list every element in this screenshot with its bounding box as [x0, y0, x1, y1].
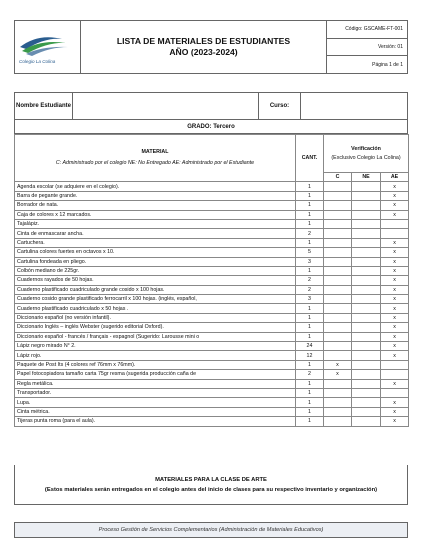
material-quantity: 1 — [296, 201, 324, 210]
material-quantity: 1 — [296, 191, 324, 200]
material-name: Colbón mediano de 225gr. — [15, 266, 296, 275]
process-footer: Proceso Gestión de Servicios Complementarios (Administración de Materiales Educativos) — [14, 522, 408, 538]
material-quantity: 1 — [296, 266, 324, 275]
check-ae[interactable]: x — [381, 407, 409, 416]
material-quantity: 1 — [296, 210, 324, 219]
check-c[interactable] — [324, 388, 352, 397]
course-label: Curso: — [259, 93, 301, 119]
school-logo — [15, 21, 81, 73]
check-c[interactable]: x — [324, 360, 352, 369]
title-line-1: LISTA DE MATERIALES DE ESTUDIANTES — [116, 36, 291, 46]
check-ne[interactable] — [352, 332, 381, 341]
check-ae[interactable]: x — [381, 332, 409, 341]
materials-table — [14, 134, 409, 427]
material-quantity: 1 — [296, 407, 324, 416]
check-c[interactable] — [324, 332, 352, 341]
table-row — [15, 407, 409, 416]
material-quantity: 24 — [296, 342, 324, 351]
table-row — [15, 342, 409, 351]
legend-text: C: Administrado por el colegio NE: No Entregado AE: Administrado por el Estudiante — [55, 160, 255, 167]
material-quantity: 2 — [296, 276, 324, 285]
table-row — [15, 285, 409, 294]
table-row — [15, 201, 409, 210]
table-row — [15, 379, 409, 388]
check-c[interactable] — [324, 201, 352, 210]
material-name: Cartulina colores fuertes en octavos x 10. — [15, 248, 296, 257]
material-name: Tijeras punta roma (para el aula). — [15, 417, 296, 426]
material-name: Barra de pegante grande. — [15, 191, 296, 200]
table-row — [15, 191, 409, 200]
check-ne[interactable] — [352, 398, 381, 407]
check-ne[interactable] — [352, 248, 381, 257]
check-c[interactable] — [324, 323, 352, 332]
material-quantity: 12 — [296, 351, 324, 360]
check-ne[interactable] — [352, 342, 381, 351]
material-quantity: 1 — [296, 219, 324, 228]
material-header: MATERIAL — [141, 149, 169, 156]
check-c[interactable] — [324, 210, 352, 219]
material-quantity: 1 — [296, 182, 324, 191]
table-row — [15, 210, 409, 219]
table-row — [15, 238, 409, 247]
check-c[interactable] — [324, 398, 352, 407]
check-c[interactable] — [324, 295, 352, 304]
table-row — [15, 304, 409, 313]
material-quantity: 1 — [296, 332, 324, 341]
material-name: Lápiz rojo. — [15, 351, 296, 360]
table-row — [15, 360, 409, 369]
check-ae[interactable]: x — [381, 342, 409, 351]
check-ne[interactable] — [352, 360, 381, 369]
material-name: Borrador de nata. — [15, 201, 296, 210]
table-row — [15, 266, 409, 275]
table-row — [15, 398, 409, 407]
verification-subheader: (Exclusivo Colegio La Colina) — [331, 154, 401, 161]
check-ae[interactable]: x — [381, 351, 409, 360]
document-code: Código: GSCAME-FT-001 — [327, 21, 407, 39]
material-header-cell — [15, 135, 296, 182]
check-ne[interactable] — [352, 323, 381, 332]
verification-header: Verificación — [351, 145, 381, 152]
material-name: Lápiz negro mirado N° 2. — [15, 342, 296, 351]
check-c[interactable] — [324, 257, 352, 266]
material-name: Cartulina fondeada en pliego. — [15, 257, 296, 266]
check-ne[interactable] — [352, 182, 381, 191]
material-name: Cinta métrica. — [15, 407, 296, 416]
material-quantity: 1 — [296, 388, 324, 397]
check-c[interactable] — [324, 313, 352, 322]
check-ae[interactable] — [381, 388, 409, 397]
material-name: Cuaderno plastificado cuadriculado grande cosido x 100 hojas. — [15, 285, 296, 294]
document-header — [14, 20, 408, 74]
material-name: Lupa. — [15, 398, 296, 407]
material-name: Diccionario Inglés – inglés Webster (sugerido editorial Oxford). — [15, 323, 296, 332]
check-ne[interactable] — [352, 313, 381, 322]
check-c[interactable] — [324, 266, 352, 275]
check-ne[interactable] — [352, 407, 381, 416]
table-row — [15, 295, 409, 304]
material-name: Cartuchera. — [15, 238, 296, 247]
check-ae[interactable]: x — [381, 248, 409, 257]
check-c[interactable] — [324, 407, 352, 416]
col-ne-header: NE — [352, 173, 381, 182]
check-ae[interactable]: x — [381, 304, 409, 313]
material-quantity: 1 — [296, 379, 324, 388]
material-quantity: 2 — [296, 285, 324, 294]
table-row — [15, 182, 409, 191]
material-quantity: 1 — [296, 323, 324, 332]
check-ae[interactable]: x — [381, 238, 409, 247]
material-name: Tajalápiz. — [15, 219, 296, 228]
check-ae[interactable]: x — [381, 257, 409, 266]
check-ne[interactable] — [352, 370, 381, 379]
check-c[interactable] — [324, 342, 352, 351]
material-quantity: 1 — [296, 238, 324, 247]
check-ne[interactable] — [352, 304, 381, 313]
student-info-row — [14, 92, 408, 120]
material-quantity: 1 — [296, 313, 324, 322]
check-ae[interactable]: x — [381, 276, 409, 285]
material-name: Cuaderno cosido grande plastificado ferrocarril x 100 hojas. (inglés, español, — [15, 295, 296, 304]
material-name: Diccionario español - francés / français - espagnol (Sugerido: Larousse mini o — [15, 332, 296, 341]
material-name: Cuaderno plastificado cuadriculado x 50 hojas . — [15, 304, 296, 313]
document-meta — [327, 21, 407, 73]
check-ne[interactable] — [352, 229, 381, 238]
check-ne[interactable] — [352, 388, 381, 397]
art-title: MATERIALES PARA LA CLASE DE ARTE — [155, 476, 267, 483]
material-quantity: 5 — [296, 248, 324, 257]
check-ae[interactable]: x — [381, 295, 409, 304]
art-note: (Estos materiales serán entregados en el colegio antes del inicio de clases para su respectivo inventario y organización) — [44, 486, 378, 493]
material-name: Cuadernos rayados de 50 hojas. — [15, 276, 296, 285]
check-ne[interactable] — [352, 238, 381, 247]
check-c[interactable] — [324, 379, 352, 388]
table-row — [15, 313, 409, 322]
table-row — [15, 257, 409, 266]
check-c[interactable] — [324, 417, 352, 426]
table-row — [15, 323, 409, 332]
course-field[interactable] — [301, 93, 407, 119]
check-c[interactable] — [324, 229, 352, 238]
material-name: Regla metálica. — [15, 379, 296, 388]
material-name: Agenda escolar (se adquiere en el colegio). — [15, 182, 296, 191]
quantity-header: CANT. — [296, 135, 324, 182]
table-row — [15, 276, 409, 285]
check-ne[interactable] — [352, 351, 381, 360]
table-row — [15, 248, 409, 257]
check-ne[interactable] — [352, 379, 381, 388]
check-ae[interactable]: x — [381, 379, 409, 388]
material-quantity: 1 — [296, 360, 324, 369]
check-ae[interactable]: x — [381, 201, 409, 210]
check-ne[interactable] — [352, 210, 381, 219]
table-row — [15, 351, 409, 360]
check-ae[interactable]: x — [381, 285, 409, 294]
verification-header-cell — [324, 135, 409, 173]
student-name-field[interactable] — [73, 93, 259, 119]
check-ae[interactable]: x — [381, 210, 409, 219]
table-row — [15, 370, 409, 379]
material-name: Caja de colores x 12 marcados. — [15, 210, 296, 219]
material-quantity: 2 — [296, 229, 324, 238]
check-ne[interactable] — [352, 276, 381, 285]
check-c[interactable] — [324, 276, 352, 285]
material-quantity: 1 — [296, 398, 324, 407]
document-page: Página 1 de 1 — [372, 61, 403, 68]
check-c[interactable] — [324, 285, 352, 294]
material-quantity: 2 — [296, 370, 324, 379]
material-quantity: 1 — [296, 417, 324, 426]
check-ae[interactable]: x — [381, 191, 409, 200]
check-c[interactable]: x — [324, 370, 352, 379]
check-ae[interactable]: x — [381, 182, 409, 191]
check-c[interactable] — [324, 304, 352, 313]
material-quantity: 1 — [296, 304, 324, 313]
check-c[interactable] — [324, 248, 352, 257]
table-row — [15, 219, 409, 228]
check-ne[interactable] — [352, 257, 381, 266]
check-ne[interactable] — [352, 191, 381, 200]
materials-rows — [15, 182, 409, 426]
check-ae[interactable] — [381, 229, 409, 238]
material-name: Cinta de enmascarar ancha. — [15, 229, 296, 238]
check-c[interactable] — [324, 182, 352, 191]
check-ae[interactable]: x — [381, 323, 409, 332]
material-name: Papel fotocopiadora tamaño carta 75gr resma (sugerida producción caña de — [15, 370, 296, 379]
check-ne[interactable] — [352, 285, 381, 294]
check-ae[interactable] — [381, 219, 409, 228]
check-ne[interactable] — [352, 201, 381, 210]
check-ne[interactable] — [352, 266, 381, 275]
check-ne[interactable] — [352, 295, 381, 304]
check-ae[interactable]: x — [381, 417, 409, 426]
table-row — [15, 229, 409, 238]
table-row — [15, 388, 409, 397]
material-name: Diccionario español (no versión infantil). — [15, 313, 296, 322]
material-name: Transportador. — [15, 388, 296, 397]
material-quantity: 3 — [296, 257, 324, 266]
check-c[interactable] — [324, 238, 352, 247]
check-ae[interactable]: x — [381, 266, 409, 275]
title-line-2: AÑO (2023-2024) — [169, 47, 238, 57]
check-ne[interactable] — [352, 219, 381, 228]
col-c-header: C — [324, 173, 352, 182]
check-ae[interactable] — [381, 360, 409, 369]
check-c[interactable] — [324, 219, 352, 228]
material-name: Paquete de Post Its (4 colores ref 76mm x 76mm). — [15, 360, 296, 369]
col-ae-header: AE — [381, 173, 409, 182]
check-ae[interactable]: x — [381, 313, 409, 322]
table-row — [15, 332, 409, 341]
student-name-label: Nombre Estudiante — [15, 93, 73, 119]
logo-text: Colegio La Colina — [19, 59, 56, 64]
check-c[interactable] — [324, 351, 352, 360]
document-title — [81, 21, 327, 73]
document-version: Versión: 01 — [327, 39, 407, 57]
table-row — [15, 417, 409, 426]
check-ne[interactable] — [352, 417, 381, 426]
logo-swoosh-icon — [16, 25, 80, 61]
check-ae[interactable] — [381, 370, 409, 379]
check-c[interactable] — [324, 191, 352, 200]
art-materials-section — [14, 465, 408, 505]
grade-label: GRADO: Tercero — [14, 120, 408, 134]
check-ae[interactable]: x — [381, 398, 409, 407]
material-quantity: 3 — [296, 295, 324, 304]
